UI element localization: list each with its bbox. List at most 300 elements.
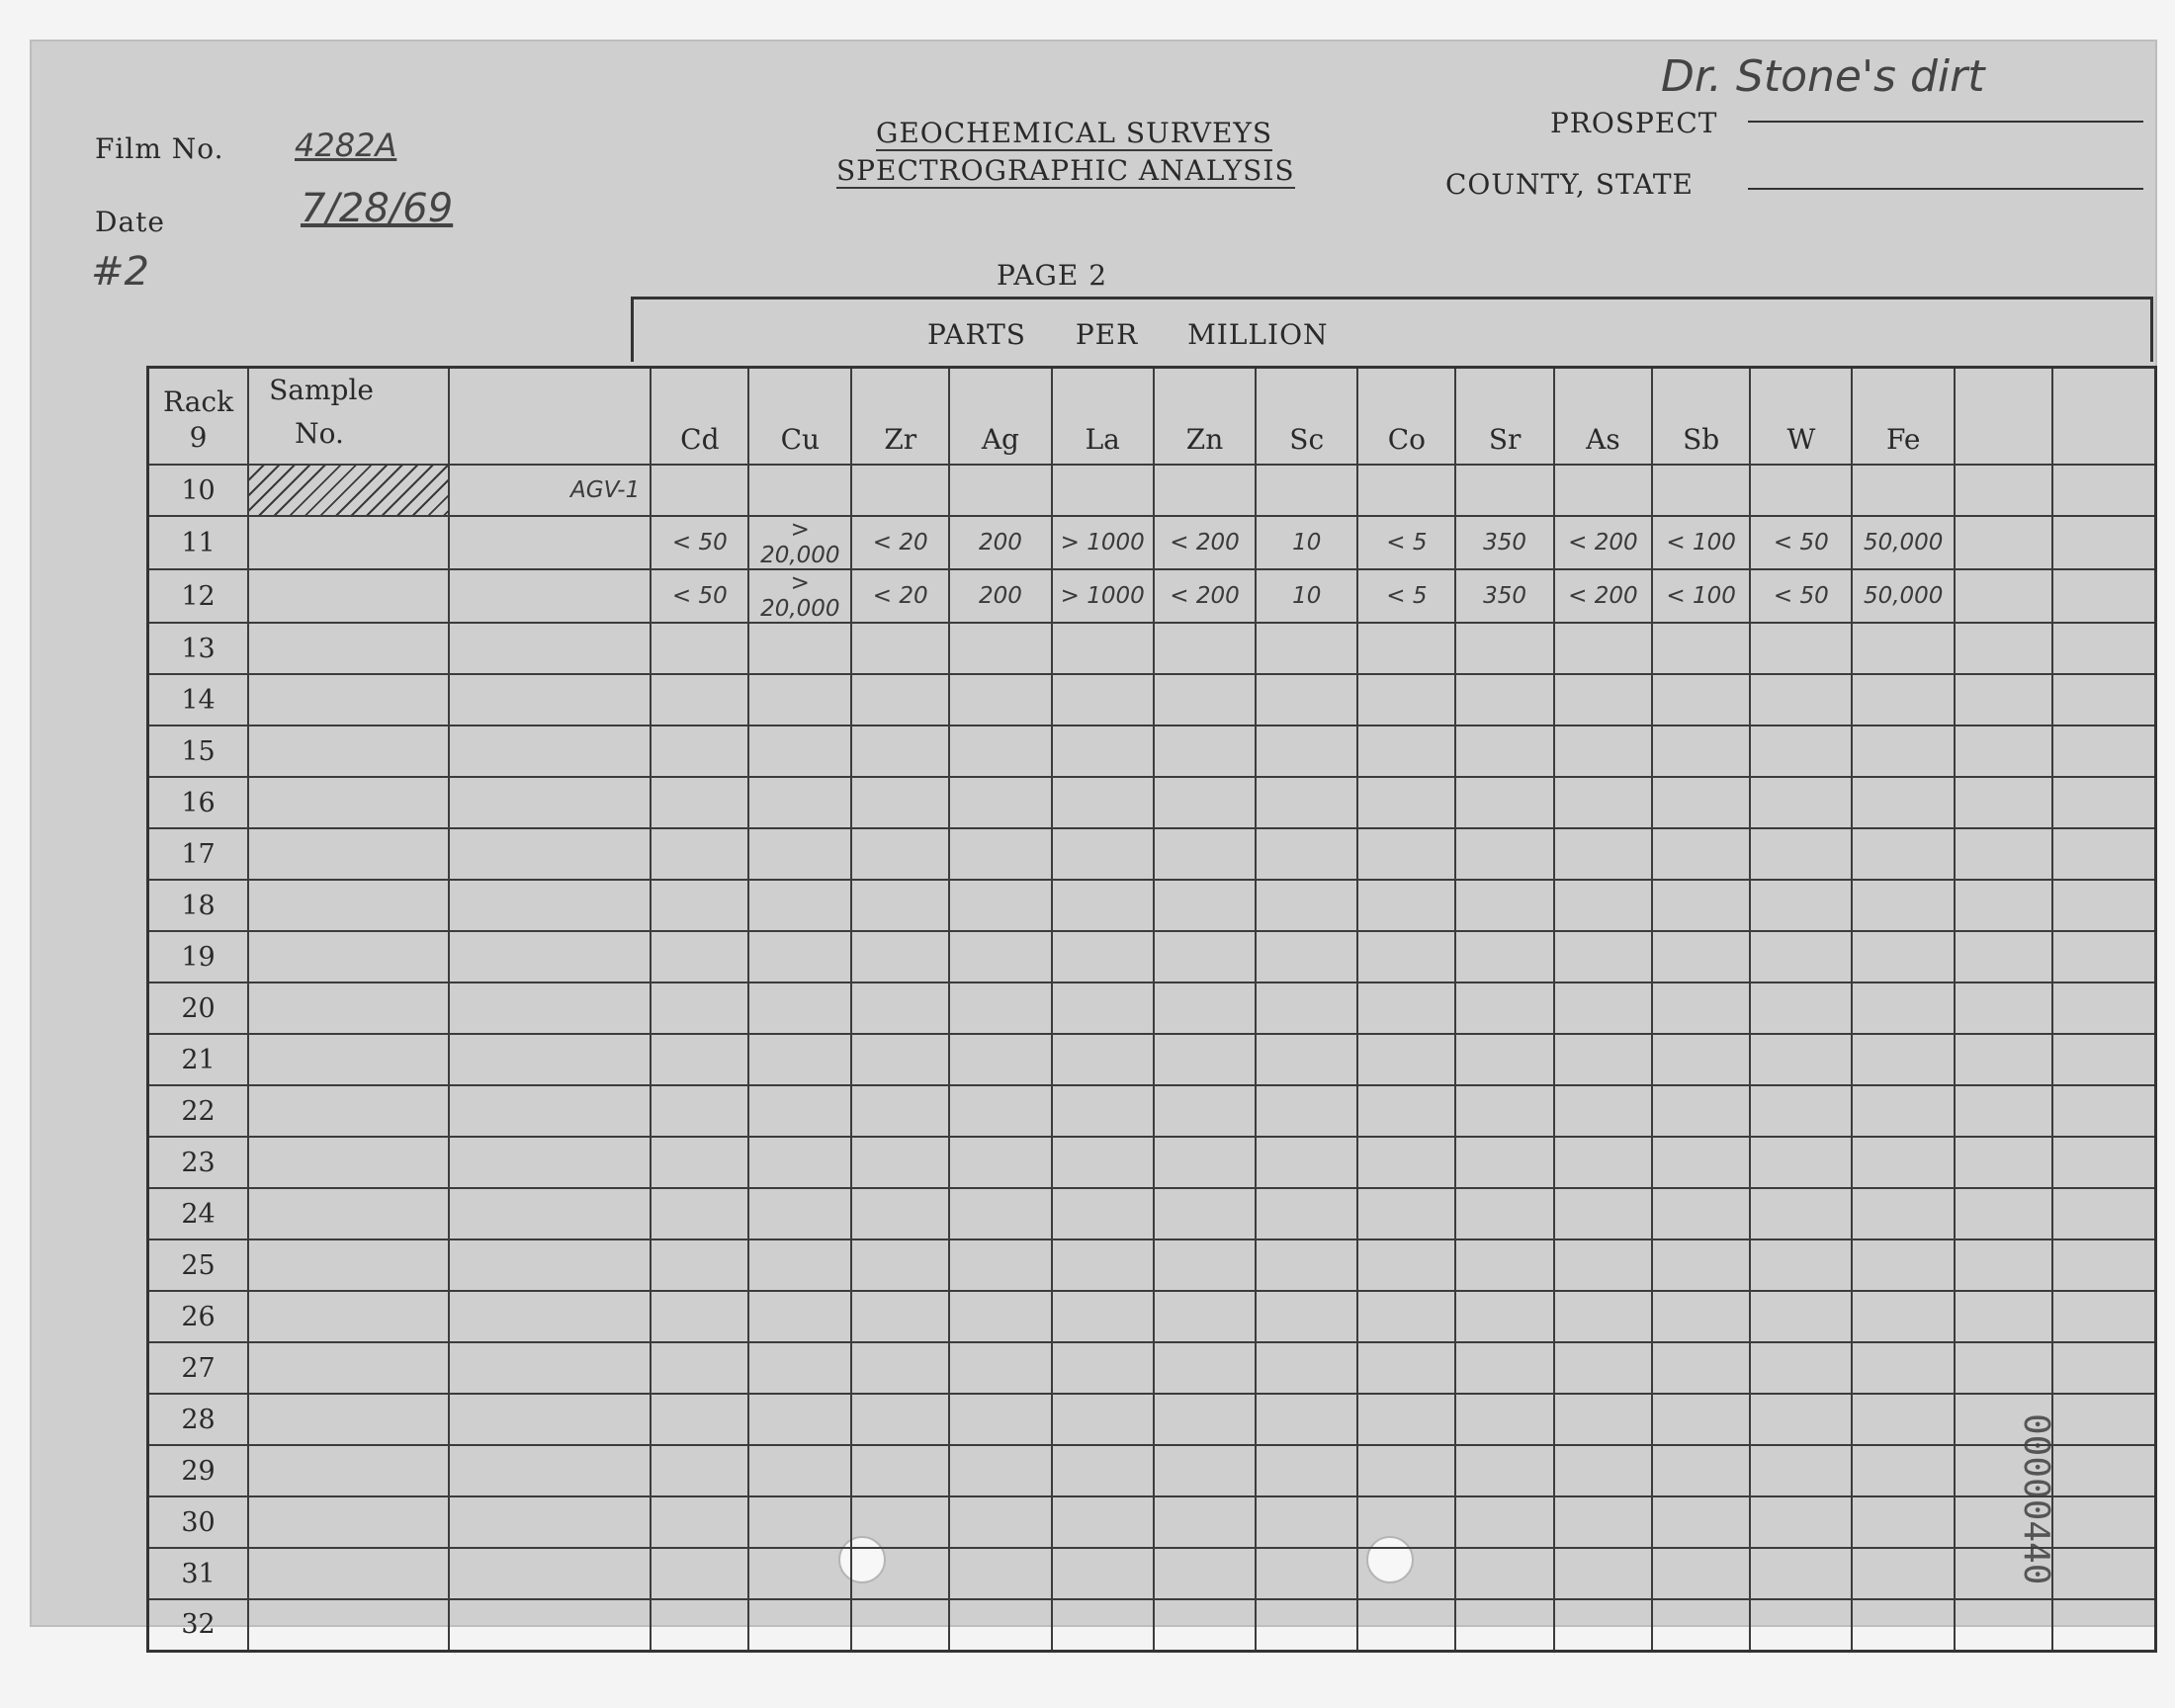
sample-description: [449, 931, 651, 982]
ppm-value-cell: [1357, 1291, 1455, 1342]
ppm-value-cell: [748, 1137, 851, 1188]
ppm-value-cell: [748, 1188, 851, 1239]
sample-description: [449, 1137, 651, 1188]
ppm-value-cell: [1750, 880, 1852, 931]
ppm-value-cell: [1652, 828, 1750, 880]
ppm-value-cell: [1652, 1445, 1750, 1496]
rack-number: 27: [148, 1342, 249, 1394]
ppm-value-cell: 350: [1455, 516, 1553, 569]
ppm-value-cell: [1455, 1548, 1553, 1599]
rack-number: 22: [148, 1085, 249, 1137]
sample-number-cell: [248, 1548, 449, 1599]
ppm-value-cell: [1955, 1342, 2052, 1394]
ppm-value-cell: [1852, 1239, 1955, 1291]
ppm-value-cell: [1652, 1034, 1750, 1085]
ppm-value-cell: [1357, 1599, 1455, 1651]
ppm-value-cell: [2052, 1239, 2156, 1291]
ppm-value-cell: [1154, 777, 1256, 828]
ppm-value-cell: [748, 1239, 851, 1291]
ppm-value-cell: 50,000: [1852, 516, 1955, 569]
sample-number-cell: [248, 1342, 449, 1394]
rack-number: 29: [148, 1445, 249, 1496]
ppm-value-cell: [851, 726, 949, 777]
ppm-header-box: [631, 297, 2153, 362]
table-row: [148, 465, 2156, 516]
ppm-value-cell: [1052, 1188, 1154, 1239]
ppm-value-cell: [651, 1137, 748, 1188]
ppm-value-cell: < 200: [1554, 569, 1652, 623]
ppm-value-cell: [1154, 880, 1256, 931]
ppm-value-cell: [2052, 1548, 2156, 1599]
sample-number-cell: [248, 1137, 449, 1188]
ppm-value-cell: [1955, 1137, 2052, 1188]
ppm-value-cell: [1955, 1188, 2052, 1239]
ppm-value-cell: [1652, 1291, 1750, 1342]
rack-number: 17: [148, 828, 249, 880]
ppm-value-cell: [1052, 623, 1154, 674]
rack-number: 19: [148, 931, 249, 982]
ppm-value-cell: [851, 1394, 949, 1445]
ppm-value-cell: [1554, 1599, 1652, 1651]
ppm-value-cell: [748, 726, 851, 777]
ppm-value-cell: [1256, 1085, 1357, 1137]
date-value: 7/28/69: [301, 186, 454, 231]
table-row: [148, 1548, 2156, 1599]
ppm-value-cell: [1750, 623, 1852, 674]
ppm-value-cell: [1256, 828, 1357, 880]
sample-number-cell: [248, 1445, 449, 1496]
ppm-value-cell: [1750, 465, 1852, 516]
ppm-value-cell: [949, 1291, 1051, 1342]
ppm-value-cell: [1455, 1445, 1553, 1496]
ppm-value-cell: [748, 1548, 851, 1599]
sample-number-cell: [248, 880, 449, 931]
ppm-value-cell: [949, 1548, 1051, 1599]
ppm-value-cell: [1052, 674, 1154, 726]
ppm-value-cell: [1052, 1548, 1154, 1599]
ppm-value-cell: > 1000: [1052, 569, 1154, 623]
element-header: Zr: [851, 368, 949, 466]
ppm-value-cell: [748, 828, 851, 880]
data-sheet: [30, 40, 2157, 1641]
sample-header-line-2: No.: [295, 417, 344, 450]
sample-number-cell: [248, 674, 449, 726]
ppm-value-cell: [1052, 828, 1154, 880]
ppm-value-cell: [851, 1291, 949, 1342]
sample-description: [449, 516, 651, 569]
ppm-value-cell: [1955, 465, 2052, 516]
ppm-value-cell: [949, 1599, 1051, 1651]
rack-start-number: 9: [189, 421, 208, 454]
ppm-value-cell: [1750, 1291, 1852, 1342]
ppm-value-cell: [1455, 623, 1553, 674]
ppm-value-cell: [2052, 1188, 2156, 1239]
ppm-value-cell: [851, 1188, 949, 1239]
ppm-value-cell: [851, 1034, 949, 1085]
ppm-value-cell: [1652, 623, 1750, 674]
rack-number: 26: [148, 1291, 249, 1342]
ppm-value-cell: [1455, 777, 1553, 828]
sample-number-cell: [248, 777, 449, 828]
ppm-value-cell: [1955, 1496, 2052, 1548]
ppm-value-cell: [1852, 931, 1955, 982]
ppm-value-cell: 200: [949, 569, 1051, 623]
element-header: Zn: [1154, 368, 1256, 466]
ppm-value-cell: [1256, 1496, 1357, 1548]
element-header: Fe: [1852, 368, 1955, 466]
ppm-value-cell: [1652, 1239, 1750, 1291]
sample-number-cell: [248, 1496, 449, 1548]
ppm-value-cell: [1256, 1445, 1357, 1496]
ppm-value-cell: [1256, 880, 1357, 931]
ppm-value-cell: [1554, 1496, 1652, 1548]
film-number: 4282A: [295, 127, 397, 164]
ppm-value-cell: [1455, 726, 1553, 777]
ppm-value-cell: [2052, 1342, 2156, 1394]
rack-number: 24: [148, 1188, 249, 1239]
ppm-value-cell: [1052, 1291, 1154, 1342]
ppm-value-cell: [651, 1188, 748, 1239]
ppm-value-cell: [1455, 1342, 1553, 1394]
ppm-value-cell: [949, 828, 1051, 880]
ppm-value-cell: [1750, 982, 1852, 1034]
ppm-value-cell: [2052, 1034, 2156, 1085]
ppm-value-cell: < 50: [651, 516, 748, 569]
title-line-2: SPECTROGRAPHIC ANALYSIS: [836, 154, 1295, 187]
ppm-value-cell: [1455, 931, 1553, 982]
ppm-value-cell: [1052, 726, 1154, 777]
rack-number: 30: [148, 1496, 249, 1548]
ppm-value-cell: [1750, 1394, 1852, 1445]
rack-number: 18: [148, 880, 249, 931]
sample-description: [449, 1239, 651, 1291]
table-row: [148, 1239, 2156, 1291]
ppm-value-cell: [949, 1445, 1051, 1496]
ppm-value-cell: [748, 623, 851, 674]
ppm-value-cell: [851, 465, 949, 516]
ppm-value-cell: [1554, 1085, 1652, 1137]
ppm-value-cell: [1955, 1291, 2052, 1342]
ppm-value-cell: [1750, 1445, 1852, 1496]
ppm-value-cell: [1852, 1085, 1955, 1137]
ppm-value-cell: < 100: [1652, 516, 1750, 569]
ppm-value-cell: [1955, 1239, 2052, 1291]
ppm-value-cell: [1652, 1342, 1750, 1394]
analysis-table: [146, 366, 2157, 1653]
ppm-label: PARTS PER MILLION: [927, 318, 1329, 351]
ppm-value-cell: [851, 623, 949, 674]
ppm-value-cell: [748, 1599, 851, 1651]
sample-description: [449, 880, 651, 931]
ppm-value-cell: [1955, 982, 2052, 1034]
sample-number-cell: [248, 931, 449, 982]
ppm-value-cell: [651, 674, 748, 726]
ppm-value-cell: < 50: [1750, 569, 1852, 623]
ppm-value-cell: [1052, 1137, 1154, 1188]
ppm-value-cell: [1052, 1034, 1154, 1085]
film-label: Film No.: [95, 132, 224, 165]
ppm-value-cell: [2052, 880, 2156, 931]
ppm-value-cell: [1357, 674, 1455, 726]
table-row: [148, 1599, 2156, 1651]
ppm-value-cell: [2052, 623, 2156, 674]
ppm-value-cell: [748, 931, 851, 982]
ppm-value-cell: [1455, 465, 1553, 516]
table-row: [148, 1291, 2156, 1342]
ppm-value-cell: [748, 1496, 851, 1548]
ppm-value-cell: < 200: [1154, 569, 1256, 623]
rack-number: 20: [148, 982, 249, 1034]
ppm-value-cell: [1852, 828, 1955, 880]
table-row: [148, 1342, 2156, 1394]
ppm-value-cell: [651, 828, 748, 880]
ppm-value-cell: [1955, 623, 2052, 674]
ppm-value-cell: [1652, 880, 1750, 931]
ppm-value-cell: [1652, 1137, 1750, 1188]
ppm-value-cell: [651, 726, 748, 777]
ppm-value-cell: [1052, 931, 1154, 982]
ppm-value-cell: [1154, 726, 1256, 777]
ppm-value-cell: [1357, 1496, 1455, 1548]
ppm-value-cell: [1256, 623, 1357, 674]
ppm-value-cell: [651, 1034, 748, 1085]
table-row: [148, 516, 2156, 569]
ppm-value-cell: [1455, 828, 1553, 880]
ppm-value-cell: [651, 880, 748, 931]
table-row: [148, 777, 2156, 828]
rack-number: 31: [148, 1548, 249, 1599]
ppm-value-cell: [1750, 777, 1852, 828]
prospect-label: PROSPECT: [1550, 107, 1718, 139]
description-header: [449, 368, 651, 466]
ppm-value-cell: [1750, 931, 1852, 982]
ppm-value-cell: < 200: [1154, 516, 1256, 569]
table-row: [148, 880, 2156, 931]
rack-number: 21: [148, 1034, 249, 1085]
ppm-value-cell: [651, 1496, 748, 1548]
ppm-value-cell: [748, 1034, 851, 1085]
ppm-value-cell: < 20: [851, 569, 949, 623]
sample-description: [449, 1291, 651, 1342]
element-header: Cu: [748, 368, 851, 466]
table-header-row: [148, 368, 2156, 466]
sample-description: [449, 1548, 651, 1599]
element-header: Sb: [1652, 368, 1750, 466]
ppm-value-cell: [1750, 828, 1852, 880]
ppm-value-cell: [851, 1239, 949, 1291]
ppm-value-cell: [1554, 777, 1652, 828]
ppm-value-cell: [1955, 1599, 2052, 1651]
ppm-value-cell: [1357, 1394, 1455, 1445]
ppm-value-cell: < 50: [651, 569, 748, 623]
ppm-value-cell: 350: [1455, 569, 1553, 623]
ppm-value-cell: [949, 623, 1051, 674]
ppm-value-cell: [949, 1188, 1051, 1239]
ppm-value-cell: [1256, 1394, 1357, 1445]
ppm-value-cell: [1955, 726, 2052, 777]
prospect-value: Dr. Stone's dirt: [1661, 51, 1985, 102]
ppm-value-cell: [1154, 1496, 1256, 1548]
table-row: [148, 1188, 2156, 1239]
rack-number: 25: [148, 1239, 249, 1291]
ppm-value-cell: [2052, 465, 2156, 516]
table-row: [148, 1137, 2156, 1188]
ppm-value-cell: [1357, 1239, 1455, 1291]
ppm-value-cell: [1750, 674, 1852, 726]
ppm-value-cell: [748, 1445, 851, 1496]
ppm-value-cell: [2052, 1394, 2156, 1445]
ppm-value-cell: [949, 880, 1051, 931]
ppm-value-cell: [949, 674, 1051, 726]
ppm-value-cell: [651, 777, 748, 828]
ppm-value-cell: [748, 1291, 851, 1342]
ppm-value-cell: < 50: [1750, 516, 1852, 569]
ppm-value-cell: [851, 931, 949, 982]
element-header: [2052, 368, 2156, 466]
element-header: Co: [1357, 368, 1455, 466]
ppm-value-cell: [1750, 1034, 1852, 1085]
ppm-value-cell: [949, 1085, 1051, 1137]
ppm-value-cell: [1955, 1034, 2052, 1085]
ppm-value-cell: [1554, 1445, 1652, 1496]
ppm-value-cell: [1256, 726, 1357, 777]
ppm-value-cell: [1955, 1394, 2052, 1445]
ppm-value-cell: [1852, 726, 1955, 777]
rack-number: 14: [148, 674, 249, 726]
ppm-value-cell: [651, 623, 748, 674]
sample-number-cell: [248, 726, 449, 777]
page-number: PAGE 2: [997, 259, 1108, 292]
ppm-value-cell: [851, 1137, 949, 1188]
ppm-value-cell: [1852, 1291, 1955, 1342]
ppm-value-cell: [651, 931, 748, 982]
rack-number: 10: [148, 465, 249, 516]
ppm-value-cell: [851, 1599, 949, 1651]
table-row: [148, 569, 2156, 623]
element-header: As: [1554, 368, 1652, 466]
title-line-1: GEOCHEMICAL SURVEYS: [876, 117, 1273, 149]
sample-number-cell: [248, 1291, 449, 1342]
ppm-value-cell: [1052, 1085, 1154, 1137]
ppm-value-cell: [1750, 1342, 1852, 1394]
table-row: [148, 1445, 2156, 1496]
sample-description: [449, 1496, 651, 1548]
ppm-value-cell: [2052, 1085, 2156, 1137]
ppm-value-cell: [1357, 1137, 1455, 1188]
ppm-value-cell: [1652, 1599, 1750, 1651]
ppm-value-cell: [949, 1239, 1051, 1291]
sample-number-cell: [248, 828, 449, 880]
ppm-value-cell: [1652, 1496, 1750, 1548]
rack-number: 11: [148, 516, 249, 569]
ppm-value-cell: > 1000: [1052, 516, 1154, 569]
ppm-value-cell: [851, 982, 949, 1034]
sample-description: [449, 1445, 651, 1496]
ppm-value-cell: [1357, 982, 1455, 1034]
ppm-value-cell: [1455, 1239, 1553, 1291]
ppm-value-cell: [949, 1034, 1051, 1085]
ppm-value-cell: [1852, 1188, 1955, 1239]
ppm-value-cell: [949, 465, 1051, 516]
rack-number: 13: [148, 623, 249, 674]
sample-description: [449, 1599, 651, 1651]
ppm-value-cell: [1154, 1137, 1256, 1188]
ppm-value-cell: [1955, 880, 2052, 931]
ppm-value-cell: [949, 726, 1051, 777]
table-row: [148, 931, 2156, 982]
ppm-value-cell: [1357, 777, 1455, 828]
ppm-value-cell: [1652, 982, 1750, 1034]
sample-description: AGV-1: [449, 465, 651, 516]
ppm-value-cell: [1955, 777, 2052, 828]
element-header: Ag: [949, 368, 1051, 466]
ppm-value-cell: [851, 674, 949, 726]
ppm-value-cell: [1154, 465, 1256, 516]
ppm-value-cell: [2052, 1599, 2156, 1651]
ppm-value-cell: [1652, 931, 1750, 982]
sample-number-cell: [248, 623, 449, 674]
ppm-value-cell: [1852, 1034, 1955, 1085]
ppm-value-cell: [1652, 465, 1750, 516]
element-header: Sr: [1455, 368, 1553, 466]
ppm-value-cell: [1652, 1188, 1750, 1239]
ppm-value-cell: [651, 1599, 748, 1651]
ppm-value-cell: [2052, 569, 2156, 623]
element-header: [1955, 368, 2052, 466]
ppm-value-cell: [1357, 1085, 1455, 1137]
ppm-value-cell: [1357, 1034, 1455, 1085]
ppm-value-cell: [1955, 569, 2052, 623]
ppm-value-cell: [1154, 1291, 1256, 1342]
sample-number-cell: [248, 1599, 449, 1651]
ppm-value-cell: 50,000: [1852, 569, 1955, 623]
ppm-value-cell: [1357, 623, 1455, 674]
sample-description: [449, 1342, 651, 1394]
ppm-value-cell: [1955, 1445, 2052, 1496]
sample-description: [449, 1085, 651, 1137]
ppm-value-cell: [1852, 1548, 1955, 1599]
ppm-value-cell: [1955, 674, 2052, 726]
ppm-value-cell: [748, 1085, 851, 1137]
ppm-value-cell: [949, 982, 1051, 1034]
ppm-value-cell: [1955, 516, 2052, 569]
ppm-value-cell: [1256, 1342, 1357, 1394]
ppm-value-cell: [1554, 982, 1652, 1034]
ppm-value-cell: [1256, 982, 1357, 1034]
ppm-value-cell: [748, 465, 851, 516]
ppm-value-cell: [1154, 828, 1256, 880]
ppm-value-cell: [1052, 982, 1154, 1034]
ppm-value-cell: [1554, 1239, 1652, 1291]
element-header: Sc: [1256, 368, 1357, 466]
ppm-value-cell: [949, 1342, 1051, 1394]
ppm-value-cell: [1652, 726, 1750, 777]
ppm-value-cell: [748, 982, 851, 1034]
ppm-value-cell: [2052, 1291, 2156, 1342]
ppm-value-cell: [1154, 674, 1256, 726]
ppm-value-cell: [1154, 1394, 1256, 1445]
table-row: [148, 982, 2156, 1034]
ppm-value-cell: [1256, 777, 1357, 828]
ppm-value-cell: [1455, 1496, 1553, 1548]
ppm-value-cell: [1154, 1342, 1256, 1394]
ppm-value-cell: [851, 777, 949, 828]
ppm-value-cell: [1455, 880, 1553, 931]
ppm-value-cell: [1455, 1085, 1553, 1137]
ppm-value-cell: [1052, 777, 1154, 828]
rack-number: 12: [148, 569, 249, 623]
county-state-line: [1748, 188, 2143, 190]
